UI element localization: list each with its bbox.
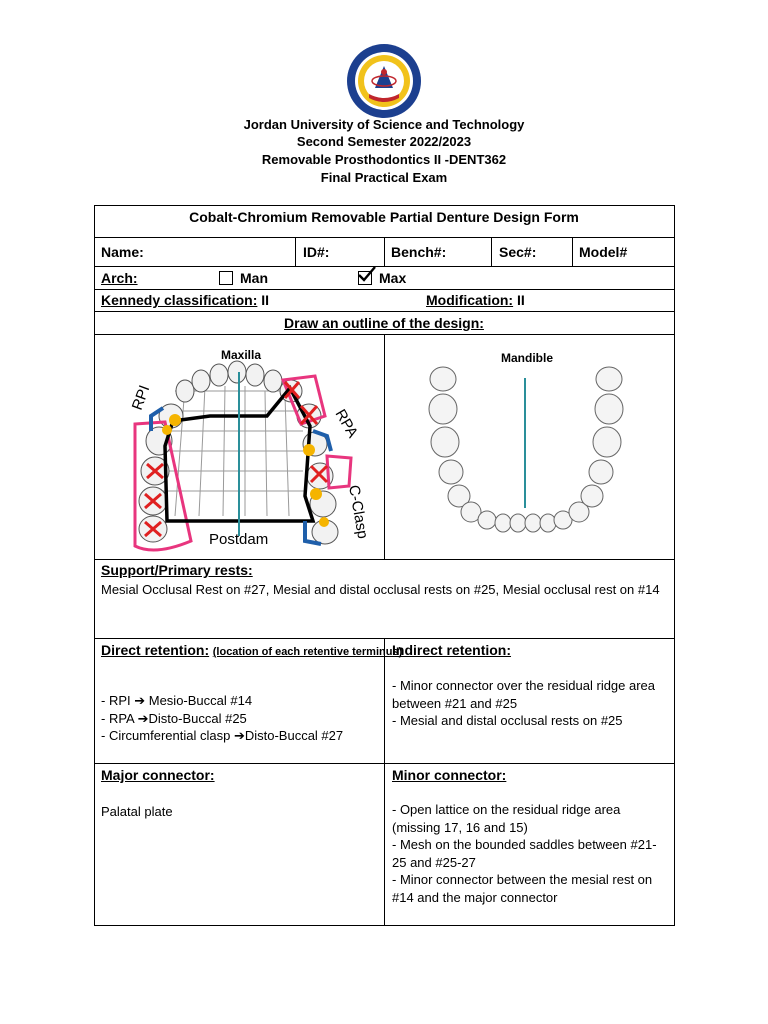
maxilla-label: Maxilla — [221, 348, 262, 362]
indirect-item: - Mesial and distal occlusal rests on #25 — [392, 713, 623, 728]
arch-man-label: Man — [240, 270, 268, 286]
form-title: Cobalt-Chromium Removable Partial Denture Design Form — [189, 209, 579, 225]
arch-man-checkbox[interactable] — [219, 271, 233, 285]
kennedy-label: Kennedy classification: — [101, 292, 258, 308]
major-connector-label: Major connector: — [101, 767, 215, 783]
support-label: Support/Primary rests: — [101, 562, 253, 578]
course-title: Removable Prosthodontics II -DENT362 — [261, 152, 507, 167]
postdam-label: Postdam — [209, 531, 269, 548]
c-clasp-label: C-Clasp — [345, 483, 372, 541]
name-label: Name: — [101, 244, 144, 260]
modification-label: Modification: — [426, 292, 514, 308]
rpa-label: RPA — [331, 406, 362, 441]
direct-item: - RPI ➔ Mesio-Buccal #14 — [101, 693, 253, 708]
modification-value: II — [517, 292, 525, 308]
minor-connector-list — [392, 801, 670, 906]
support-text: Mesial Occlusal Rest on #27, Mesial and distal occlusal rests on #25, Mesial occlusal rest on #14 — [101, 582, 660, 597]
rpi-label: RPI — [128, 383, 154, 413]
bench-label: Bench#: — [391, 244, 447, 260]
arch-max-label: Max — [379, 270, 407, 286]
draw-outline-label: Draw an outline of the design: — [284, 315, 484, 331]
indirect-retention-list — [392, 677, 670, 730]
university-name: Jordan University of Science and Technology — [243, 117, 525, 132]
mandible-diagram — [387, 336, 673, 558]
minor-item: - Mesh on the bounded saddles between #21-25 and #25-27 — [392, 837, 657, 870]
major-connector-text: Palatal plate — [101, 804, 173, 819]
direct-retention-sublabel: (location of each retentive terminus) — [212, 646, 403, 658]
maxilla-diagram — [95, 336, 383, 558]
exam-title: Final Practical Exam — [320, 170, 448, 185]
direct-retention-list — [101, 692, 343, 745]
id-label: ID#: — [303, 244, 330, 260]
check-mark-icon — [357, 266, 377, 284]
direct-item: - Circumferential clasp ➔Disto-Buccal #27 — [101, 728, 344, 743]
minor-item: - Open lattice on the residual ridge area (missing 17, 16 and 15) — [392, 802, 621, 835]
semester: Second Semester 2022/2023 — [296, 134, 472, 149]
mandible-label: Mandible — [501, 351, 554, 365]
arch-label: Arch: — [101, 270, 138, 286]
direct-retention-label: Direct retention: — [101, 642, 210, 658]
sec-label: Sec#: — [499, 244, 537, 260]
kennedy-value: II — [261, 292, 270, 308]
arch-max-checkbox[interactable] — [358, 271, 372, 285]
design-form — [94, 205, 675, 926]
indirect-retention-label: Indirect retention: — [392, 642, 512, 658]
minor-connector-label: Minor connector: — [392, 767, 507, 783]
minor-item: - Minor connector between the mesial rest on #14 and the major connector — [392, 872, 653, 905]
university-logo — [345, 42, 423, 120]
model-label: Model# — [579, 244, 628, 260]
direct-item: - RPA ➔Disto-Buccal #25 — [101, 710, 247, 726]
indirect-item: - Minor connector over the residual ridge area between #21 and #25 — [392, 678, 656, 711]
